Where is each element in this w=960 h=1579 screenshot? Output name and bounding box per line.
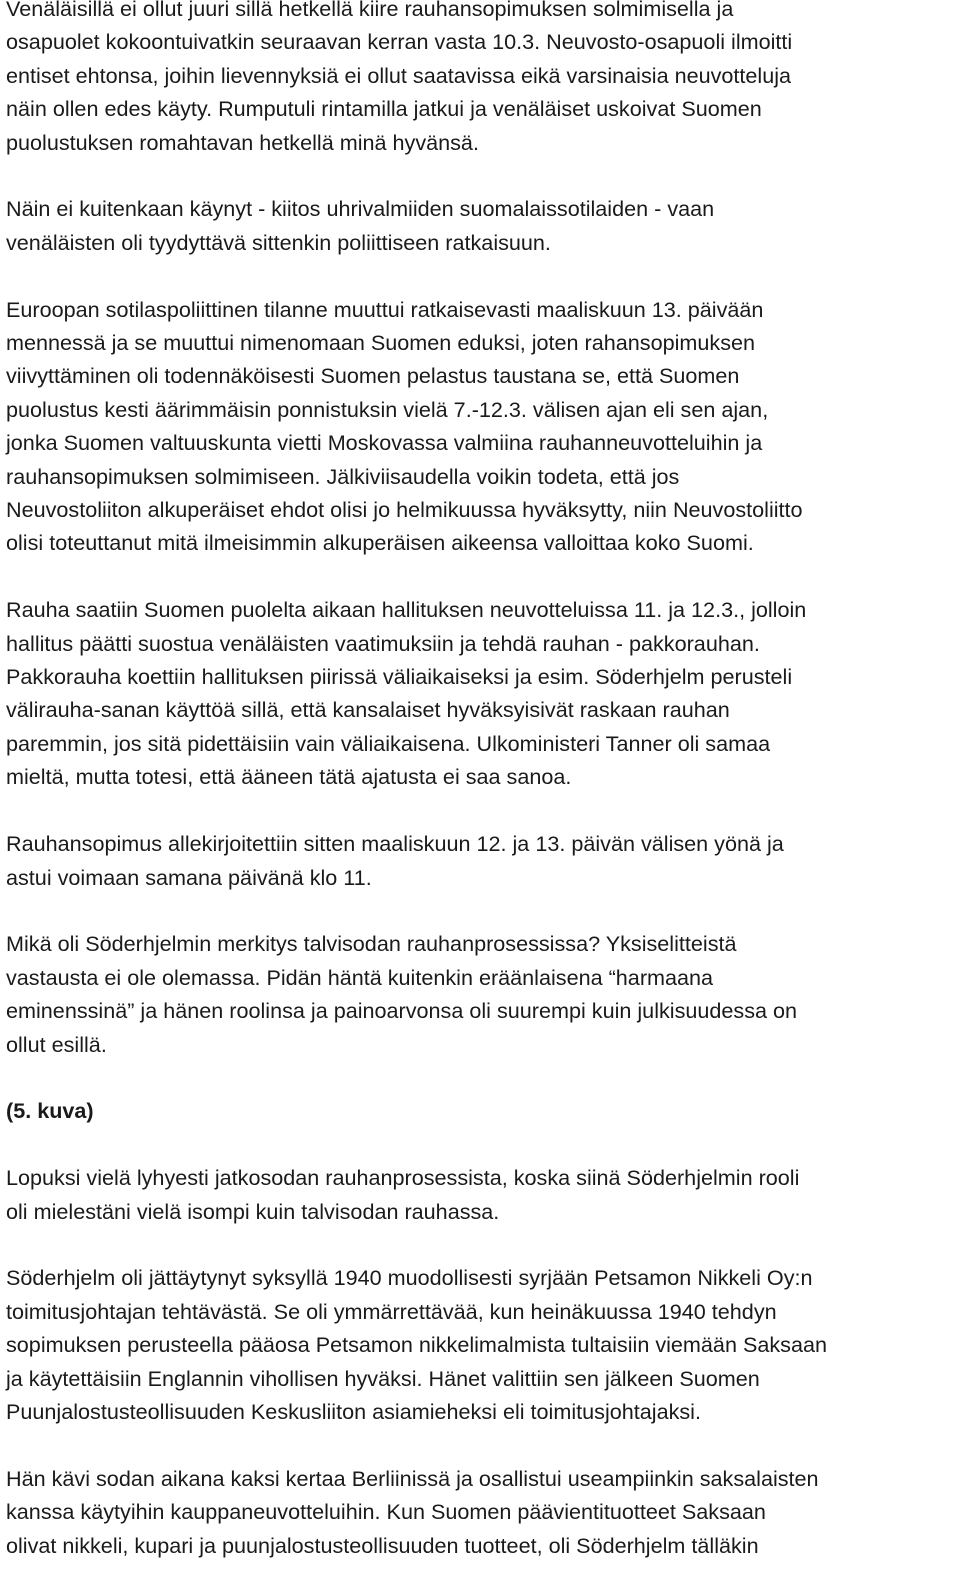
text-line: mieltä, mutta totesi, että ääneen tätä ajatusta ei saa sanoa. [6, 764, 572, 790]
text-line: Hän kävi sodan aikana kaksi kertaa Berliinissä ja osallistui useampiinkin saksalaisten [6, 1465, 819, 1491]
text-line: Rauha saatiin Suomen puolelta aikaan hallituksen neuvotteluissa 11. ja 12.3., jolloin [6, 597, 807, 623]
paragraph-gap [6, 259, 956, 292]
figure-reference [6, 1094, 956, 1127]
text-line: toimitusjohtajan tehtävästä. Se oli ymmärrettävää, kun heinäkuussa 1940 tehdyn [6, 1298, 777, 1324]
paragraph-gap [6, 1128, 956, 1161]
text-line: venäläisten oli tyydyttävä sittenkin poliittiseen ratkaisuun. [6, 229, 551, 255]
paragraph-10 [6, 1462, 956, 1562]
paragraph-gap [6, 894, 956, 927]
text-line: viivyttäminen oli todennäköisesti Suomen pelastus taustana se, että Suomen [6, 363, 740, 389]
text-line: puolustus kesti äärimmäisin ponnistuksin vielä 7.-12.3. välisen ajan eli sen ajan, [6, 396, 769, 422]
text-line: olivat nikkeli, kupari ja puunjalostusteollisuuden tuotteet, oli Söderhjelm tälläkin [6, 1532, 759, 1558]
paragraph-6 [6, 927, 956, 1061]
paragraph-3 [6, 293, 956, 560]
paragraph-2 [6, 192, 956, 259]
text-line: näin ollen edes käyty. Rumputuli rintamilla jatkui ja venäläiset uskoivat Suomen [6, 96, 762, 122]
paragraph-gap [6, 1061, 956, 1094]
text-line: rauhansopimuksen solmimiseen. Jälkiviisaudella voikin todeta, että jos [6, 463, 680, 489]
text-line: Mikä oli Söderhjelmin merkitys talvisodan rauhanprosessissa? Yksiselitteistä [6, 931, 737, 957]
text-line: osapuolet kokoontuivatkin seuraavan kerran vasta 10.3. Neuvosto-osapuoli ilmoitti [6, 29, 793, 55]
text-line: paremmin, jos sitä pidettäisiin vain väliaikaisena. Ulkoministeri Tanner oli samaa [6, 730, 771, 756]
paragraph-gap [6, 560, 956, 593]
text-line: kanssa käytyihin kauppaneuvotteluihin. Kun Suomen päävientituotteet Saksaan [6, 1499, 766, 1525]
text-line: Puunjalostusteollisuuden Keskusliiton asiamieheksi eli toimitusjohtajaksi. [6, 1398, 701, 1424]
text-line: Söderhjelm oli jättäytynyt syksyllä 1940 muodollisesti syrjään Petsamon Nikkeli Oy:n [6, 1265, 813, 1291]
text-line: Pakkorauha koettiin hallituksen piirissä väliaikaiseksi ja esim. Söderhjelm perusteli [6, 664, 793, 690]
paragraph-5 [6, 827, 956, 894]
text-line: Neuvostoliiton alkuperäiset ehdot olisi jo helmikuussa hyväksytty, niin Neuvostoliitto [6, 497, 803, 523]
text-line: välirauha-sanan käyttöä sillä, että kansalaiset hyväksyisivät raskaan rauhan [6, 697, 730, 723]
text-line: sopimuksen perusteella pääosa Petsamon nikkelimalmista tultaisiin viemään Saksaan [6, 1332, 827, 1358]
paragraph-9 [6, 1261, 956, 1428]
paragraph-gap [6, 794, 956, 827]
text-line: olisi toteuttanut mitä ilmeisimmin alkuperäisen aikeensa valloittaa koko Suomi. [6, 530, 754, 556]
text-line: puolustuksen romahtavan hetkellä minä hyvänsä. [6, 129, 479, 155]
text-line: oli mielestäni vielä isompi kuin talvisodan rauhassa. [6, 1198, 500, 1224]
text-line: vastausta ei ole olemassa. Pidän häntä kuitenkin eräänlaisena “harmaana [6, 964, 714, 990]
paragraph-gap [6, 1428, 956, 1461]
document-page [6, 0, 956, 1562]
text-line: Lopuksi vielä lyhyesti jatkosodan rauhanprosessista, koska siinä Söderhjelmin rooli [6, 1165, 800, 1191]
text-line: mennessä ja se muuttui nimenomaan Suomen eduksi, joten rahansopimuksen [6, 330, 756, 356]
paragraph-4 [6, 593, 956, 793]
text-line: Venäläisillä ei ollut juuri sillä hetkellä kiire rauhansopimuksen solmimisella ja [6, 0, 734, 21]
text-line: Rauhansopimus allekirjoitettiin sitten maaliskuun 12. ja 13. päivän välisen yönä ja [6, 831, 784, 857]
text-line: Euroopan sotilaspoliittinen tilanne muuttui ratkaisevasti maaliskuun 13. päivään [6, 296, 764, 322]
text-line: astui voimaan samana päivänä klo 11. [6, 864, 372, 890]
paragraph-1 [6, 0, 956, 159]
text-line: ollut esillä. [6, 1031, 107, 1057]
text-line: entiset ehtonsa, joihin lievennyksiä ei ollut saatavissa eikä varsinaisia neuvotteluja [6, 62, 792, 88]
text-line: jonka Suomen valtuuskunta vietti Moskovassa valmiina rauhanneuvotteluihin ja [6, 430, 763, 456]
paragraph-gap [6, 1228, 956, 1261]
paragraph-gap [6, 159, 956, 192]
text-line: hallitus päätti suostua venäläisten vaatimuksiin ja tehdä rauhan - pakkorauhan. [6, 630, 760, 656]
text-line: (5. kuva) [6, 1098, 94, 1124]
paragraph-8 [6, 1161, 956, 1228]
text-line: Näin ei kuitenkaan käynyt - kiitos uhrivalmiiden suomalaissotilaiden - vaan [6, 196, 715, 222]
text-line: ja käytettäisiin Englannin vihollisen hyväksi. Hänet valittiin sen jälkeen Suomen [6, 1365, 760, 1391]
text-line: eminenssinä” ja hänen roolinsa ja painoarvonsa oli suurempi kuin julkisuudessa on [6, 998, 798, 1024]
